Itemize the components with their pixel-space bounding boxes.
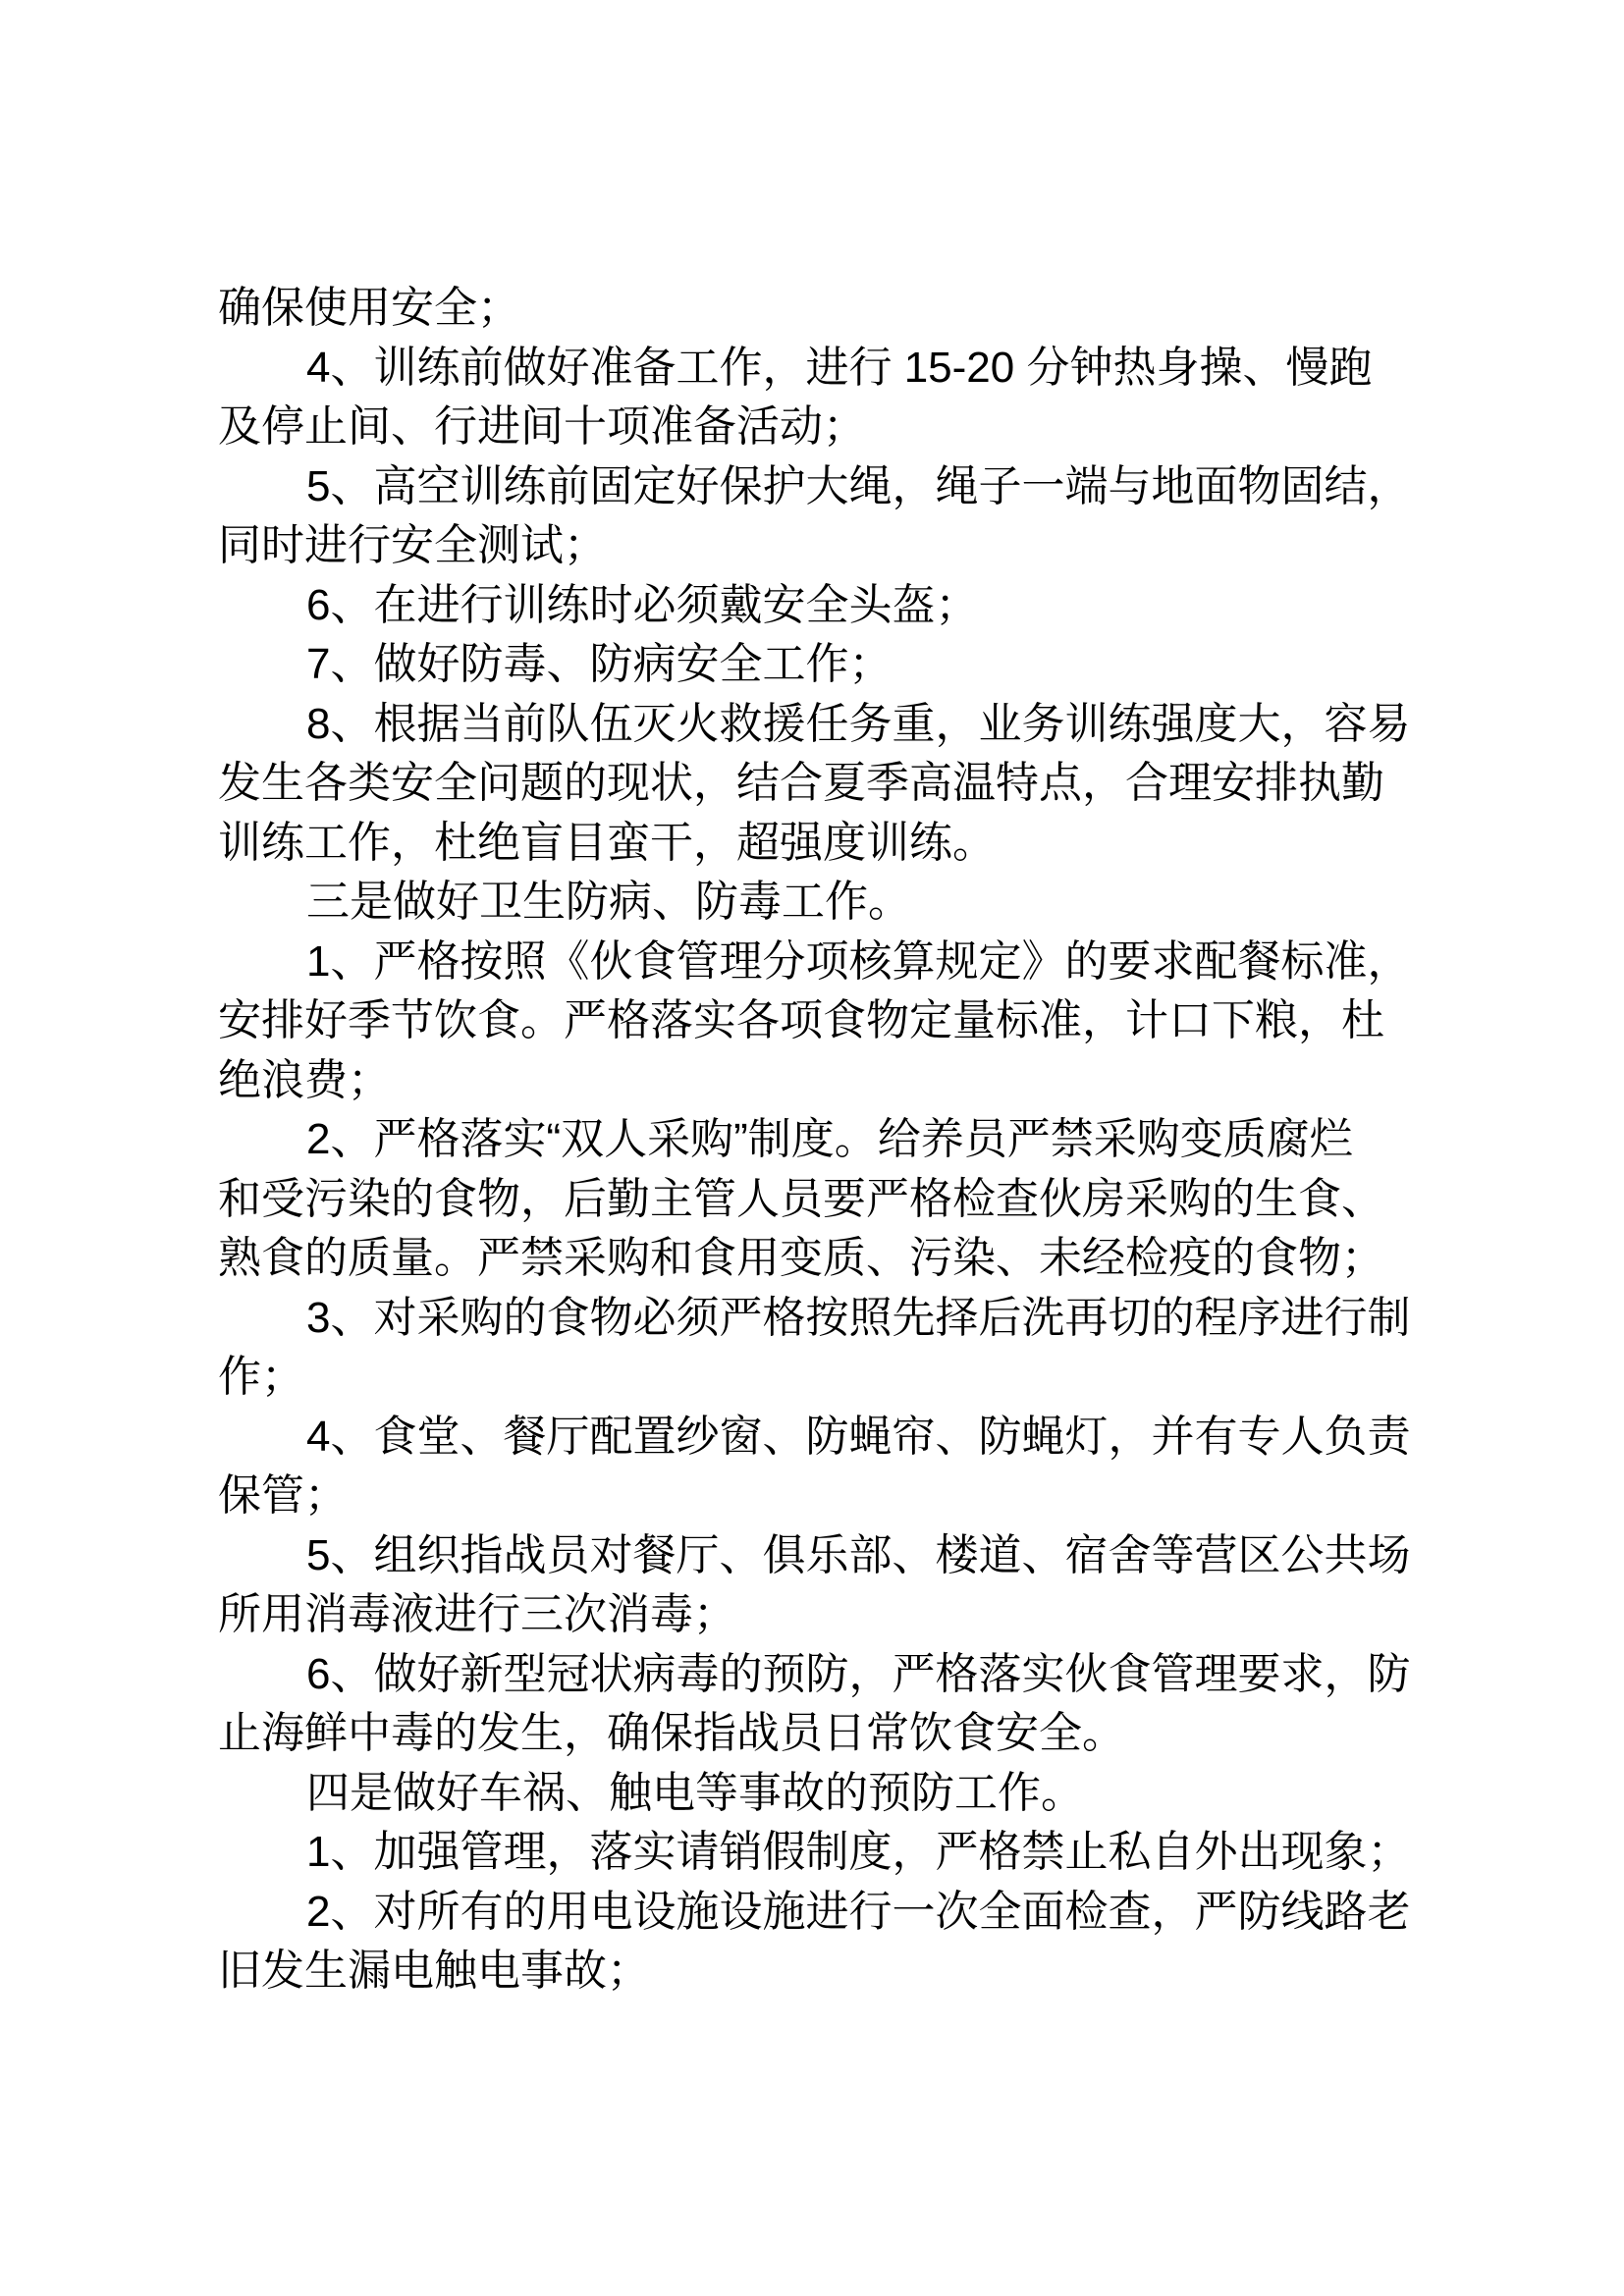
text-line: 所用消毒液进行三次消毒； (218, 1590, 736, 1638)
text-line: 训练工作，杜绝盲目蛮干，超强度训练。 (218, 818, 996, 867)
text-line: 绝浪费； (218, 1055, 391, 1104)
text-line: 安排好季节饮食。严格落实各项食物定量标准，计口下粮，杜 (218, 996, 1384, 1044)
text-line: 作； (218, 1353, 304, 1401)
text-line: 3、对采购的食物必须严格按照先择后洗再切的程序进行制 (306, 1293, 1411, 1342)
text-line: 6、在进行训练时必须戴安全头盔； (306, 580, 979, 629)
text-line: 5、高空训练前固定好保护大绳，绳子一端与地面物固结， (306, 461, 1411, 510)
text-line: 2、严格落实“双人采购”制度。给养员严禁采购变质腐烂 (306, 1115, 1353, 1163)
text-line: 三是做好卫生防病、防毒工作。 (306, 878, 911, 926)
text-line: 8、根据当前队伍灭火救援任务重，业务训练强度大，容易 (306, 699, 1411, 748)
text-line: 1、严格按照《伙食管理分项核算规定》的要求配餐标准， (306, 936, 1411, 986)
text-line: 1、加强管理，落实请销假制度，严格禁止私自外出现象； (306, 1828, 1411, 1876)
text-line: 2、对所有的用电设施设施进行一次全面检查，严防线路老 (306, 1887, 1411, 1936)
text-line: 4、食堂、餐厅配置纱窗、防蝇帘、防蝇灯，并有专人负责 (306, 1412, 1411, 1461)
text-line: 保管； (218, 1471, 348, 1520)
text-line: 旧发生漏电触电事故； (218, 1947, 650, 1995)
text-line: 及停止间、行进间十项准备活动； (218, 402, 866, 451)
text-line: 5、组织指战员对餐厅、俱乐部、楼道、宿舍等营区公共场 (306, 1530, 1411, 1579)
document-body (218, 279, 1435, 2002)
text-line: 6、做好新型冠状病毒的预防，严格落实伙食管理要求，防 (306, 1649, 1411, 1698)
text-line: 4、训练前做好准备工作，进行 15-20 分钟热身操、慢跑 (306, 343, 1373, 392)
text-line: 确保使用安全； (218, 284, 520, 332)
text-line: 同时进行安全测试； (218, 521, 607, 569)
text-line: 四是做好车祸、触电等事故的预防工作。 (306, 1768, 1084, 1817)
text-line: 熟食的质量。严禁采购和食用变质、污染、未经检疫的食物； (218, 1234, 1384, 1282)
text-line: 止海鲜中毒的发生，确保指战员日常饮食安全。 (218, 1709, 1125, 1757)
text-line: 7、做好防毒、防病安全工作； (306, 640, 893, 688)
text-line: 和受污染的食物，后勤主管人员要严格检查伙房采购的生食、 (218, 1174, 1384, 1223)
text-line: 发生各类安全问题的现状，结合夏季高温特点，合理安排执勤 (218, 759, 1384, 807)
